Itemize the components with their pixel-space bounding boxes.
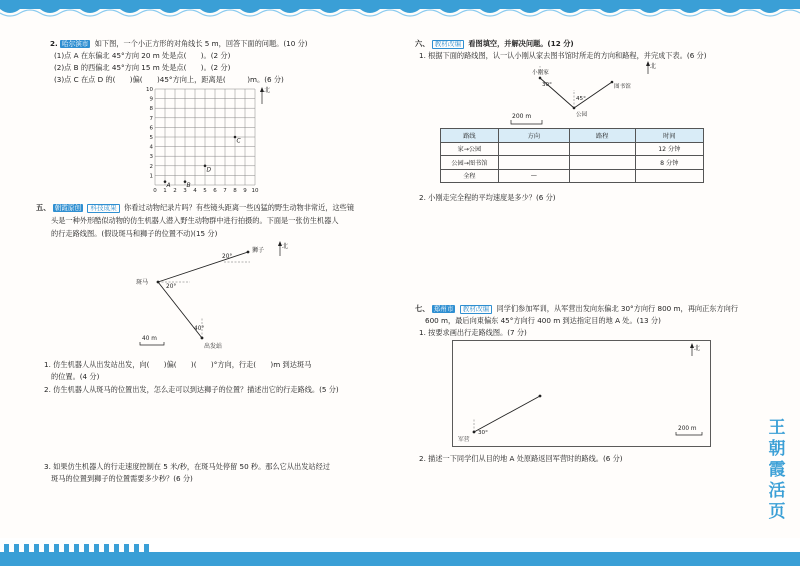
q7-tag: 教材改编 <box>460 305 492 314</box>
grid-y-tick: 1 <box>149 173 153 180</box>
q5-route-map <box>120 238 300 358</box>
q7-stem-line1 <box>415 304 738 314</box>
table-cell: 公园→图书馆 <box>441 156 499 170</box>
table-row <box>441 156 704 170</box>
grid-x-tick: 8 <box>233 188 237 194</box>
q6-library-label: 图书馆 <box>614 84 631 90</box>
q5-sub1-a: 1. 仿生机器人从出发站出发，向( )偏( )( )°方向，行走( )m 到达斑马 <box>44 360 312 369</box>
q5-north-label: 北 <box>282 243 289 250</box>
q5-number: 五、 <box>36 203 51 212</box>
q2-sub3: (3)点 C 在点 D 的( )偏( )45°方向上，距离是( )m。(6 分) <box>54 75 284 84</box>
grid-y-tick: 9 <box>149 96 153 103</box>
table-cell: 12 分钟 <box>635 142 703 156</box>
grid-x-tick: 0 <box>153 188 157 194</box>
q6-north-label: 北 <box>650 63 657 70</box>
table-cell-answer[interactable] <box>569 142 635 156</box>
table-cell: — <box>498 169 569 183</box>
q6-scale-label: 200 m <box>512 113 532 120</box>
q7-route-segment <box>474 396 540 432</box>
table-cell-answer[interactable] <box>569 169 635 183</box>
grid-point-label: A <box>166 182 171 190</box>
q5-scale-label: 40 m <box>142 336 157 342</box>
q7-region-tag: 郑州市 <box>433 305 454 313</box>
table-cell-answer[interactable] <box>498 156 569 170</box>
q6-angle1: 30° <box>542 82 552 88</box>
q5-line2: 头是一种外形酷似动物的仿生机器人潜入野生动物群中进行拍摄的。下面是一张仿生机器人 <box>51 216 339 225</box>
grid-y-tick: 8 <box>149 106 153 113</box>
q2-sub2: (2)点 B 的西偏北 45°方向 15 m 处是点( )。(2 分) <box>54 63 231 72</box>
q7-drawing-box[interactable] <box>452 340 712 448</box>
grid-y-tick: 6 <box>149 125 153 132</box>
table-cell: 全程 <box>441 169 499 183</box>
q5-sub2: 2. 仿生机器人从斑马的位置出发，怎么走可以到达狮子的位置？描述出它的行走路线。(5 分) <box>44 385 339 394</box>
q7-sub2: 2. 描述一下同学们从目的地 A 处原路返回军营时的路线。(6 分) <box>419 454 623 463</box>
grid-x-tick: 5 <box>203 188 207 194</box>
table-cell: 家→公园 <box>441 142 499 156</box>
q5-tag-original: 朝霞原创 <box>54 204 82 212</box>
q6-table-header-route: 路线 <box>441 129 499 143</box>
q6-angle2: 45° <box>576 96 586 102</box>
q6-tag: 教材改编 <box>432 40 464 49</box>
grid-y-tick: 2 <box>149 163 153 170</box>
brand-char: 王 <box>768 418 786 438</box>
table-cell: 8 分钟 <box>635 156 703 170</box>
grid-x-tick: 7 <box>223 188 227 194</box>
q5-start-label: 出发站 <box>204 343 223 350</box>
q2-region-tag: 哈尔滨市 <box>62 40 89 48</box>
brand-char: 活 <box>768 481 786 501</box>
grid-x-tick: 1 <box>163 188 167 194</box>
grid-point-label: D <box>206 166 212 174</box>
grid-y-tick: 10 <box>146 87 153 93</box>
grid-y-tick: 5 <box>149 135 153 141</box>
q2-sub1: (1)点 A 在东偏北 45°方向 20 m 处是点( )。(2 分) <box>54 51 231 60</box>
q5-tag-tech: 科技成果 <box>87 204 119 213</box>
q6-scale-bar <box>510 120 544 126</box>
grid-x-tick: 9 <box>243 188 247 194</box>
q6-table-header-direction: 方向 <box>498 129 569 143</box>
q7-camp-label: 军营 <box>458 437 470 443</box>
q2-grid-figure <box>140 84 280 194</box>
table-row <box>441 169 704 183</box>
q5-angle1: 20° <box>222 254 233 260</box>
brand-char: 页 <box>768 502 786 522</box>
brand-char: 朝 <box>768 439 786 459</box>
bottom-stripe-bar <box>0 552 800 566</box>
q2-number: 2. <box>50 39 58 48</box>
grid-y-tick: 3 <box>149 154 153 161</box>
q6-home-label: 小刚家 <box>532 70 549 76</box>
q6-park-label: 公园 <box>576 112 588 118</box>
table-cell-answer[interactable] <box>498 142 569 156</box>
grid-x-tick: 2 <box>173 188 177 194</box>
grid-y-tick: 4 <box>149 144 153 151</box>
q7-line1: 同学们参加军训，从军营出发向东偏北 30°方向行 800 m，再向正东方向行 <box>496 304 739 313</box>
q6-sub1: 1. 根据下面的路线图，认一认小刚从家去图书馆时所走的方向和路程，并完成下表。(6 分) <box>419 51 707 60</box>
q7-north-label: 北 <box>694 345 701 352</box>
table-row <box>441 142 704 156</box>
brand-logo <box>764 418 790 523</box>
grid-points <box>164 136 242 189</box>
q7-scale-label: 200 m <box>678 426 697 432</box>
q6-title: 看图填空，并解决问题。(12 分) <box>468 39 574 48</box>
q6-sub2: 2. 小刚走完全程的平均速度是多少？(6 分) <box>419 193 556 202</box>
q6-table-header-distance: 路程 <box>569 129 635 143</box>
q5-sub3-a: 3. 如果仿生机器人的行走速度控制在 5 米/秒，在斑马处停留 50 秒。那么它从出发站经过 <box>44 462 330 471</box>
q5-angle3: 40° <box>194 326 205 332</box>
table-cell-answer[interactable] <box>569 156 635 170</box>
q5-angle2: 20° <box>166 284 177 290</box>
grid-x-tick: 3 <box>183 188 187 194</box>
q5-lion-label: 狮子 <box>252 247 265 254</box>
q5-line1: 你看过动物纪录片吗？有些镜头距离一些凶猛的野生动物非常近，这些镜 <box>124 203 355 212</box>
q5-line3: 的行走路线图。(假设斑马和狮子的位置不动)(15 分) <box>51 229 218 238</box>
bottom-stripe-teeth <box>0 544 160 552</box>
q6-table-header-time: 时间 <box>635 129 703 143</box>
top-wave-border <box>0 0 800 20</box>
q2-stem <box>50 39 308 48</box>
brand-char: 霞 <box>768 460 786 480</box>
grid-x-tick: 10 <box>251 188 259 194</box>
q6-stem <box>415 39 574 49</box>
grid-point-label: C <box>236 137 241 145</box>
q5-stem-line1 <box>36 203 354 213</box>
route-zebra-to-lion <box>158 252 248 282</box>
grid-x-tick: 4 <box>193 188 197 194</box>
q5-sub3-b: 斑马的位置到狮子的位置需要多少秒？(6 分) <box>51 474 193 483</box>
grid-x-tick: 6 <box>213 188 217 194</box>
q7-number: 七、 <box>415 304 430 313</box>
q5-zebra-label: 斑马 <box>136 279 149 286</box>
q2-text: 如下图，一个小正方形的对角线长 5 m，回答下面的问题。(10 分) <box>94 39 308 48</box>
grid-y-ticks <box>146 87 154 179</box>
table-cell-answer[interactable] <box>635 169 703 183</box>
q6-number: 六、 <box>415 39 430 48</box>
q2-north-label: 北 <box>264 87 271 94</box>
grid-y-tick: 7 <box>149 115 153 122</box>
q6-table <box>440 128 704 183</box>
q7-sub1: 1. 按要求画出行走路线图。(7 分) <box>419 328 527 337</box>
q5-sub1-b: 的位置。(4 分) <box>51 372 100 381</box>
grid-point-label: B <box>186 182 191 190</box>
q7-line2: 600 m，最后向東偏东 45°方向行 400 m 到达指定目的地 A 处。(13 分) <box>425 316 661 325</box>
bottom-border <box>0 538 800 566</box>
q7-angle-label: 30° <box>478 430 488 436</box>
